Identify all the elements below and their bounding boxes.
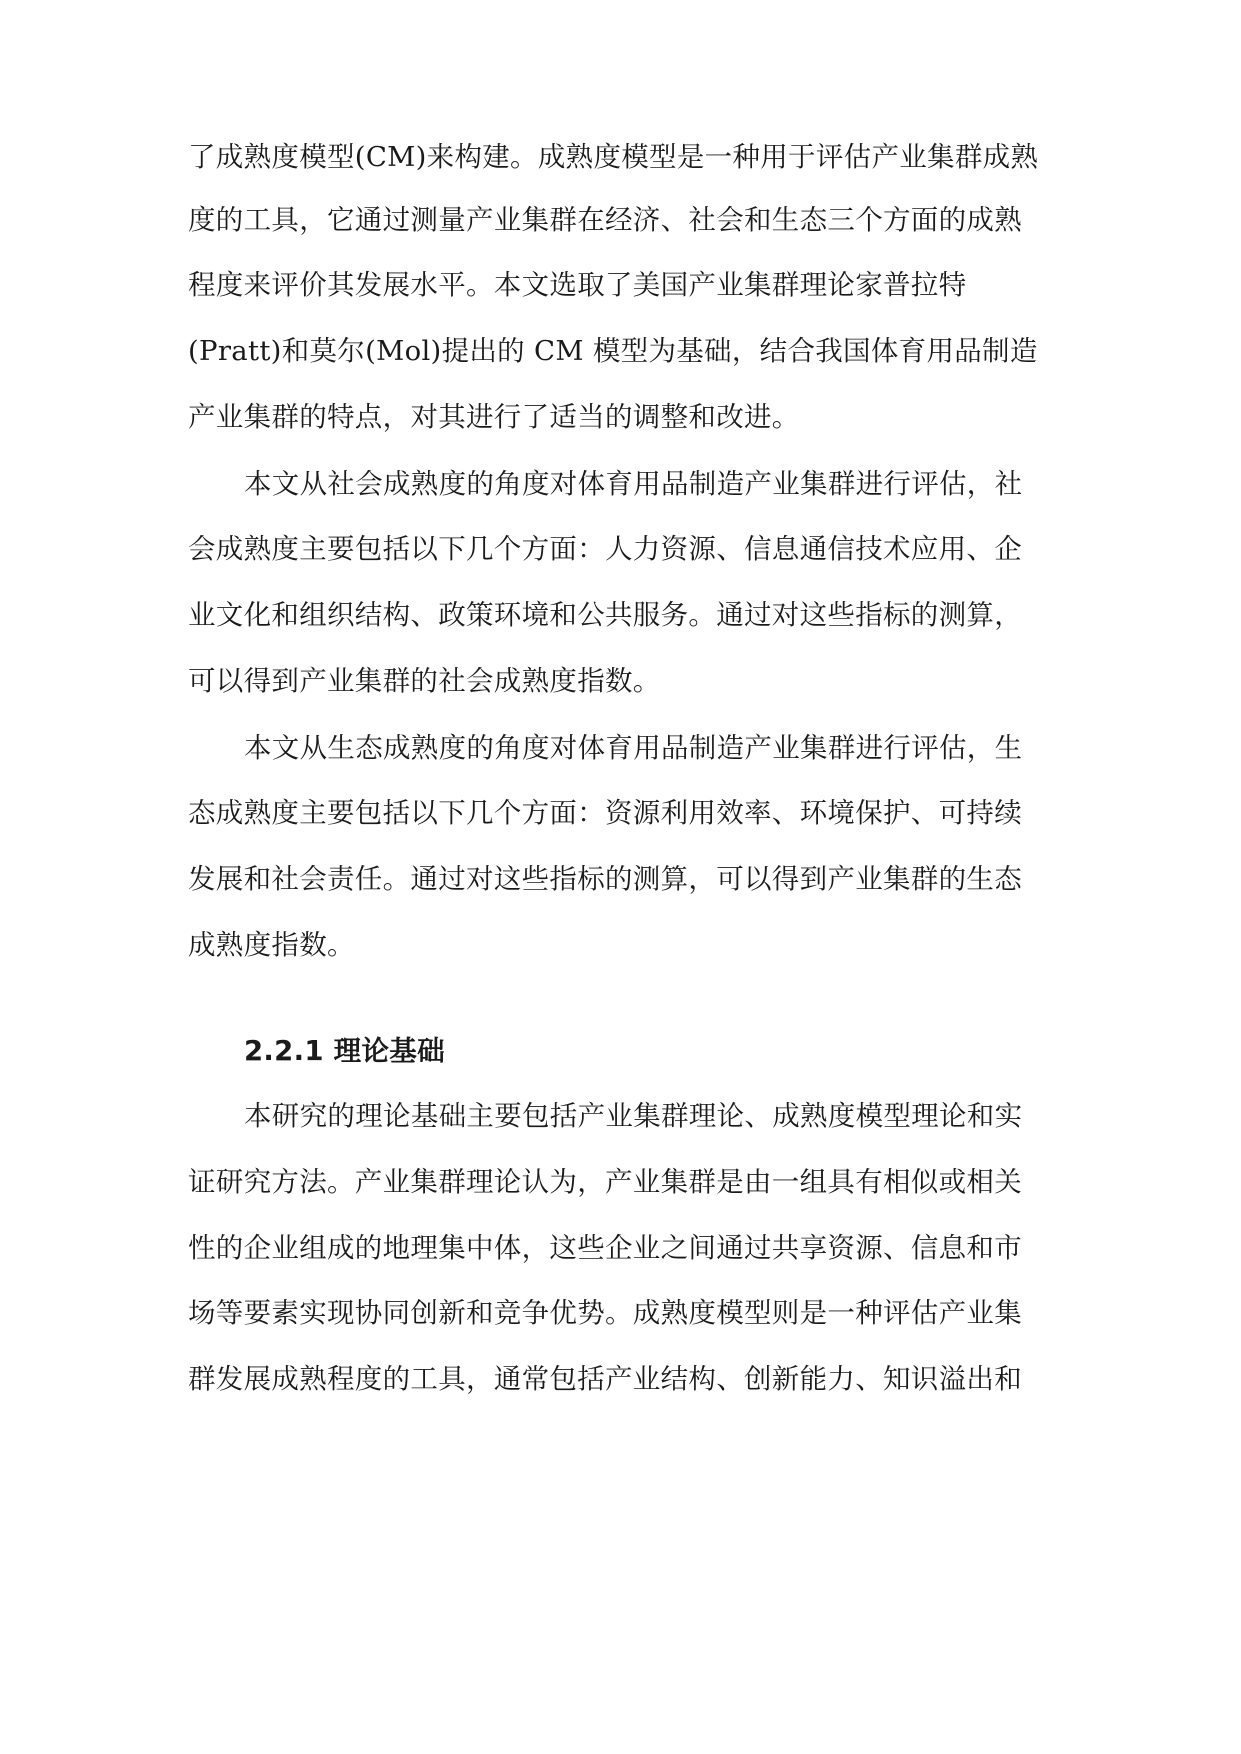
paragraph-line: 态成熟度主要包括以下几个方面：资源利用效率、环境保护、可持续 bbox=[188, 797, 1022, 829]
paragraph-line: 群发展成熟程度的工具，通常包括产业结构、创新能力、知识溢出和 bbox=[188, 1363, 1022, 1395]
paragraph-line: 本研究的理论基础主要包括产业集群理论、成熟度模型理论和实 bbox=[244, 1100, 1023, 1132]
paragraph-line: 会成熟度主要包括以下几个方面：人力资源、信息通信技术应用、企 bbox=[188, 533, 1022, 565]
paragraph-line: 发展和社会责任。通过对这些指标的测算，可以得到产业集群的生态 bbox=[188, 863, 1022, 895]
paragraph-line: 度的工具，它通过测量产业集群在经济、社会和生态三个方面的成熟 bbox=[188, 204, 1022, 236]
paragraph-line: 本文从生态成熟度的角度对体育用品制造产业集群进行评估，生 bbox=[244, 732, 1023, 764]
paragraph-line: 场等要素实现协同创新和竞争优势。成熟度模型则是一种评估产业集 bbox=[188, 1297, 1022, 1329]
paragraph-line: 性的企业组成的地理集中体，这些企业之间通过共享资源、信息和市 bbox=[188, 1232, 1022, 1264]
section-heading: 2.2.1 理论基础 bbox=[244, 1035, 445, 1067]
paragraph-line: 本文从社会成熟度的角度对体育用品制造产业集群进行评估，社 bbox=[244, 468, 1023, 500]
paragraph-line: 程度来评价其发展水平。本文选取了美国产业集群理论家普拉特 bbox=[188, 269, 967, 301]
paragraph-line: 业文化和组织结构、政策环境和公共服务。通过对这些指标的测算， bbox=[188, 599, 1022, 631]
paragraph-line: 了成熟度模型(CM)来构建。成熟度模型是一种用于评估产业集群成熟 bbox=[188, 141, 1039, 173]
paragraph-line: (Pratt)和莫尔(Mol)提出的 CM 模型为基础，结合我国体育用品制造 bbox=[188, 335, 1038, 367]
paragraph-line: 成熟度指数。 bbox=[188, 929, 355, 961]
paragraph-line: 产业集群的特点，对其进行了适当的调整和改进。 bbox=[188, 401, 800, 433]
paragraph-line: 证研究方法。产业集群理论认为，产业集群是由一组具有相似或相关 bbox=[188, 1166, 1022, 1198]
paragraph-line: 可以得到产业集群的社会成熟度指数。 bbox=[188, 665, 661, 697]
